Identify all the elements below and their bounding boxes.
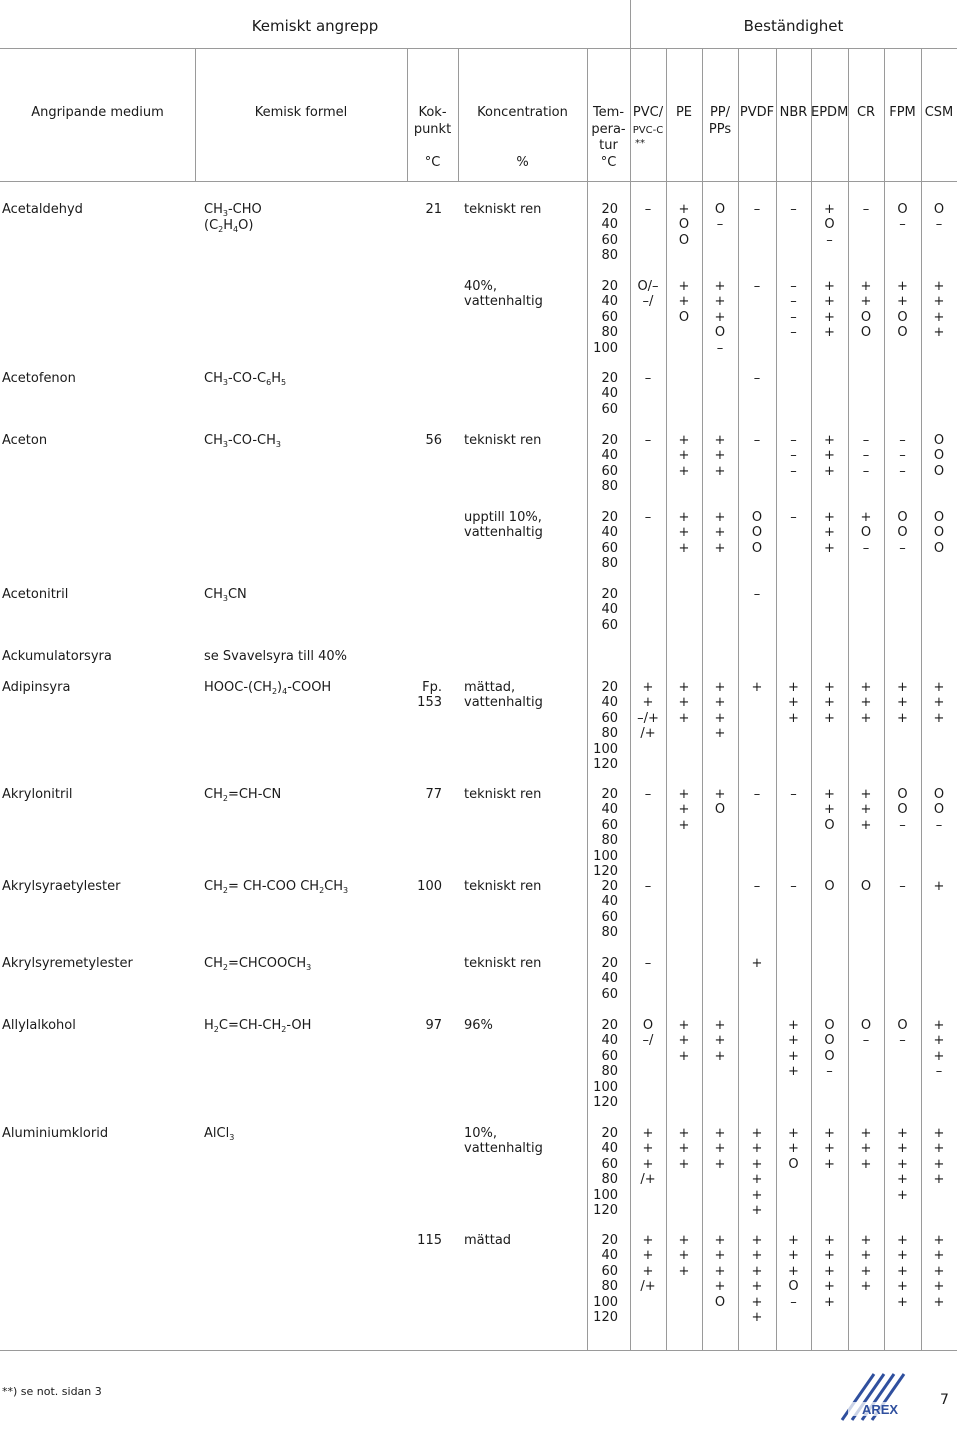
rating-csm: O –	[933, 202, 945, 233]
col-header-fpm: FPM	[889, 105, 916, 120]
rating-epdm: O O O –	[824, 1018, 835, 1080]
medium-name: Aluminiumklorid	[2, 1126, 109, 1141]
chemical-formula	[204, 433, 404, 449]
rating-csm: O O O	[933, 433, 945, 479]
rating-pvdf: –	[753, 279, 761, 294]
concentration: tekniskt ren	[464, 879, 542, 894]
medium-name: Adipinsyra	[2, 680, 71, 695]
rating-fpm: O –	[897, 1018, 908, 1049]
rating-cr: O –	[860, 1018, 872, 1049]
section-title-attack: Kemiskt angrepp	[251, 17, 379, 35]
rating-pe: + + +	[678, 680, 690, 726]
concentration: 96%	[464, 1018, 493, 1033]
rating-cr: O	[860, 879, 872, 894]
boiling-point: 115	[417, 1233, 442, 1248]
boiling-point: 100	[417, 879, 442, 894]
rating-pvc: + + –/+ /+	[637, 680, 659, 742]
col-header-cr: CR	[856, 105, 876, 120]
rating-pp: + O	[714, 787, 726, 818]
formula-line: $CH_2= CH-COO$ $CH_2CH_3$	[204, 879, 349, 895]
rating-epdm: + + +	[824, 680, 835, 726]
rating-nbr: + + + O –	[788, 1233, 799, 1310]
rating-cr: + + +	[860, 680, 872, 726]
concentration: upptill 10%, vattenhaltig	[464, 510, 543, 541]
rating-nbr: –	[790, 879, 797, 894]
rating-pvdf: –	[753, 787, 761, 802]
concentration: mättad, vattenhaltig	[464, 680, 543, 711]
rating-pvc: –	[644, 371, 652, 386]
medium-name: Ackumulatorsyra	[2, 649, 112, 664]
rating-epdm: + + +	[824, 1126, 835, 1172]
rating-epdm: + O –	[824, 202, 835, 248]
rating-fpm: + + +	[897, 680, 908, 726]
rating-pvc: –	[644, 879, 652, 894]
col-header-csm: CSM	[924, 105, 954, 120]
chemical-formula	[204, 680, 404, 696]
page-number: 7	[940, 1392, 949, 1408]
rating-csm: + + + + +	[933, 1233, 945, 1310]
section-header-divider	[0, 48, 957, 49]
rating-csm: O O –	[933, 787, 945, 833]
temperature-list: 20 40 60	[601, 371, 618, 417]
rating-pe: + + +	[678, 1018, 690, 1064]
rating-fpm: + + + + +	[897, 1233, 908, 1310]
rating-fpm: O O –	[897, 510, 908, 556]
boiling-point: Fp. 153	[417, 680, 442, 711]
concentration: 10%, vattenhaltig	[464, 1126, 543, 1157]
rating-pvc: O/– –/	[637, 279, 659, 310]
temperature-list: 20 40 60 80 100	[593, 279, 618, 356]
column-header-divider	[0, 181, 957, 182]
rating-pvdf: +	[751, 956, 763, 971]
rating-pvdf: –	[753, 433, 761, 448]
col-header-medium: Angripande medium	[31, 105, 164, 120]
rating-pvc: –	[644, 433, 652, 448]
formula-line: AlCl$_3$	[204, 1126, 235, 1142]
temperature-list: 20 40 60	[601, 956, 618, 1002]
concentration: tekniskt ren	[464, 202, 542, 217]
medium-name: Acetofenon	[2, 371, 76, 386]
chemical-formula	[204, 371, 404, 387]
concentration: tekniskt ren	[464, 433, 542, 448]
rating-nbr: –	[790, 202, 797, 217]
rating-pe: + + +	[678, 1126, 690, 1172]
col-header-pvc-note: **	[635, 138, 645, 149]
rating-pvdf: –	[753, 371, 761, 386]
medium-name: Akrylsyremetylester	[2, 956, 133, 971]
rating-pvdf: + + + + + +	[751, 1233, 763, 1326]
temperature-list: 20 40 60 80 100 120	[593, 1018, 618, 1111]
rating-nbr: –	[790, 787, 797, 802]
rating-pvdf: +	[751, 680, 763, 695]
formula-line: $CH_2=CH-CN$	[204, 787, 282, 803]
rating-csm: + + + –	[933, 1018, 945, 1080]
section-title-resistance: Beständighet	[743, 17, 844, 35]
rating-pe: + O O	[678, 202, 690, 248]
arex-logo	[838, 1368, 916, 1424]
rating-nbr: – – – –	[790, 279, 797, 341]
rating-fpm: + + + + +	[897, 1126, 908, 1203]
rating-epdm: + + +	[824, 510, 835, 556]
medium-name: Allylalkohol	[2, 1018, 76, 1033]
chemical-formula	[204, 956, 404, 972]
rating-pp: + + +	[714, 510, 726, 556]
rating-csm: + + + +	[933, 1126, 945, 1188]
formula-line: $H_2C=CH-CH_2-OH$	[204, 1018, 312, 1034]
rating-pp: + + +	[714, 433, 726, 479]
rating-nbr: + + O	[788, 1126, 799, 1172]
rating-csm: + + + +	[933, 279, 945, 341]
rating-pp: + + +	[714, 1126, 726, 1172]
concentration: mättad	[464, 1233, 512, 1248]
rating-pp: + + + + O	[714, 1233, 726, 1310]
rating-pvc: –	[644, 787, 652, 802]
boiling-point: 21	[425, 202, 442, 217]
rating-epdm: + + +	[824, 433, 835, 479]
col-header-pvdf: PVDF	[739, 105, 775, 120]
col-header-concentration: Koncentration %	[477, 105, 568, 170]
formula-line: $CH_3CN$	[204, 587, 247, 603]
col-header-temperature: Tem- pera- tur °C	[591, 105, 626, 170]
rating-nbr: – – –	[790, 433, 797, 479]
chemical-formula	[204, 879, 404, 895]
formula-line: $CH_3$-CHO	[204, 202, 262, 218]
col-header-pe: PE	[675, 105, 693, 120]
rating-pvc: O –/	[642, 1018, 654, 1049]
medium-name: Acetaldehyd	[2, 202, 83, 217]
boiling-point: 77	[425, 787, 442, 802]
temperature-list: 20 40 60 80	[601, 510, 618, 572]
temperature-list: 20 40 60 80 100 120	[593, 787, 618, 880]
chemical-formula	[204, 587, 404, 603]
rating-pvc: + + + /+	[640, 1233, 656, 1295]
rating-pvc: –	[644, 956, 652, 971]
rating-pe: + + +	[678, 1233, 690, 1279]
rating-cr: – – –	[862, 433, 870, 479]
medium-name: Acetonitril	[2, 587, 69, 602]
rating-pvc: –	[644, 202, 652, 217]
col-header-pp: PP/ PPs	[708, 105, 732, 137]
concentration: tekniskt ren	[464, 787, 542, 802]
rating-fpm: + + O O	[897, 279, 908, 341]
formula-line: $CH_3-CO-C_6H_5$	[204, 371, 287, 387]
boiling-point: 97	[425, 1018, 442, 1033]
rating-nbr: + + + +	[788, 1018, 799, 1080]
col-header-epdm: EPDM	[811, 105, 849, 120]
rating-cr: + + +	[860, 1126, 872, 1172]
temperature-list: 20 40 60	[601, 587, 618, 633]
rating-pp: + + + +	[714, 680, 726, 742]
temperature-list: 20 40 60 80	[601, 879, 618, 941]
chemical-formula	[204, 1018, 404, 1034]
chemical-formula	[204, 787, 404, 803]
svg-text:AREX: AREX	[861, 1402, 899, 1417]
chemical-formula	[204, 202, 404, 235]
rating-fpm: – – –	[899, 433, 906, 479]
rating-pp: O –	[714, 202, 726, 233]
rating-cr: + + +	[860, 787, 872, 833]
rating-csm: + + +	[933, 680, 945, 726]
col-header-nbr: NBR	[779, 105, 808, 120]
rating-pvdf: O O O	[751, 510, 763, 556]
rating-epdm: + + + +	[824, 279, 835, 341]
rating-epdm: + + O	[824, 787, 835, 833]
chemical-formula	[204, 649, 404, 664]
rating-csm: O O O	[933, 510, 945, 556]
rating-pvdf: –	[753, 587, 761, 602]
formula-line: HOOC-$(CH_2)_4$-COOH	[204, 680, 332, 696]
rating-cr: + + + +	[860, 1233, 872, 1295]
rating-pe: + + +	[678, 510, 690, 556]
col-line	[587, 48, 588, 1351]
rating-pvdf: –	[753, 879, 761, 894]
rating-pp: + + + O –	[714, 279, 726, 356]
concentration: tekniskt ren	[464, 956, 542, 971]
boiling-point: 56	[425, 433, 442, 448]
temperature-list: 20 40 60 80 100 120	[593, 1233, 618, 1326]
col-header-pvc-c: PVC-C	[632, 125, 664, 136]
rating-fpm: –	[899, 879, 906, 894]
chemical-formula	[204, 1126, 404, 1142]
rating-epdm: O	[824, 879, 835, 894]
col-header-formula: Kemisk formel	[254, 105, 348, 120]
rating-pe: + + +	[678, 433, 690, 479]
rating-fpm: O O –	[897, 787, 908, 833]
temperature-list: 20 40 60 80 100 120	[593, 1126, 618, 1219]
rating-pe: + + +	[678, 787, 690, 833]
rating-nbr: + + +	[788, 680, 799, 726]
concentration: 40%, vattenhaltig	[464, 279, 543, 310]
rating-pvdf: –	[753, 202, 761, 217]
rating-pp: + + +	[714, 1018, 726, 1064]
formula-line: $(C_2H_4O)$	[204, 218, 254, 235]
rating-cr: –	[862, 202, 870, 217]
temperature-list: 20 40 60 80	[601, 202, 618, 264]
formula-line: $CH_3-CO-CH_3$	[204, 433, 281, 449]
rating-fpm: O –	[897, 202, 908, 233]
temperature-list: 20 40 60 80	[601, 433, 618, 495]
rating-epdm: + + + + +	[824, 1233, 835, 1310]
rating-cr: + O –	[860, 510, 872, 556]
table-bottom-line	[0, 1350, 957, 1351]
rating-pe: + + O	[678, 279, 690, 325]
medium-name: Akrylsyraetylester	[2, 879, 121, 894]
formula-line: se Svavelsyra till 40%	[204, 649, 347, 664]
formula-line: $CH_2=CHCOOCH_3$	[204, 956, 312, 972]
rating-pvc: + + + /+	[640, 1126, 656, 1188]
rating-cr: + + O O	[860, 279, 872, 341]
rating-nbr: –	[790, 510, 797, 525]
rating-pvc: –	[644, 510, 652, 525]
col-header-boiling-point: Kok- punkt °C	[413, 105, 452, 170]
medium-name: Aceton	[2, 433, 48, 448]
rating-pvdf: + + + + + +	[751, 1126, 763, 1219]
col-header-pvc: PVC/	[632, 105, 664, 120]
rating-csm: +	[933, 879, 945, 894]
temperature-list: 20 40 60 80 100 120	[593, 680, 618, 773]
footnote: **) se not. sidan 3	[2, 1385, 102, 1398]
medium-name: Akrylonitril	[2, 787, 73, 802]
